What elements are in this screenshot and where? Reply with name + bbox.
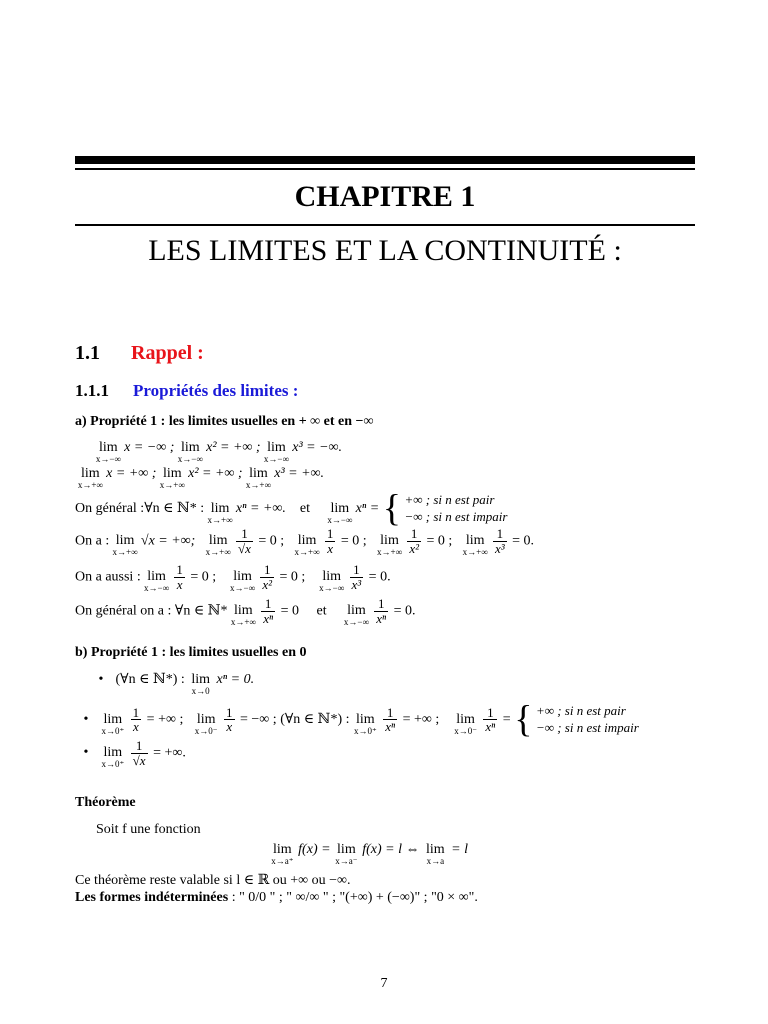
- property-b-title: b) Propriété 1 : les limites usuelles en 0: [75, 645, 307, 660]
- lim-op: lim x→−∞: [327, 501, 353, 526]
- lim-op: lim x→+∞: [207, 501, 233, 526]
- subsection-number: 1.1.1: [75, 381, 109, 400]
- limits-zero-line-1: • (∀n ∈ ℕ*) : lim x→0 xⁿ = 0.: [90, 671, 254, 688]
- theorem-title: Théorème: [75, 795, 136, 810]
- theorem-formula: lim x→a⁺ f(x) = lim x→a⁻ f(x) = l ⇔ lim x→a = l: [271, 842, 468, 866]
- chapter-title: LES LIMITES ET LA CONTINUITÉ :: [148, 234, 622, 267]
- lim-op: lim x→+∞: [77, 466, 103, 490]
- indeterminate-forms-list: : " 0/0 " ; " ∞/∞ " ; "(+∞) + (−∞)" ; "0 × ∞".: [231, 890, 478, 905]
- bullet-icon: •: [83, 712, 89, 728]
- lim-op: lim x→−∞: [95, 440, 121, 464]
- theorem-intro: Soit f une fonction: [96, 822, 201, 837]
- lim-op: lim x→+∞: [159, 466, 185, 490]
- bullet-icon: •: [83, 745, 89, 761]
- indeterminate-forms: [75, 890, 478, 906]
- section-number: 1.1: [75, 342, 100, 364]
- property-a-title: a) Propriété 1 : les limites usuelles en + ∞ et en −∞: [75, 414, 374, 429]
- general-limit-line: On général :∀n ∈ ℕ* : lim x→+∞ xⁿ = +∞. et lim x→−∞ xⁿ = { +∞ ; si n est pair −∞ ; si n est impair: [75, 487, 508, 530]
- lim-op: lim x→−∞: [177, 440, 203, 464]
- chapter-rule: [75, 224, 695, 226]
- limits-zero-line-3: • lim x→0⁺ $\frac{1}{√x}$ = +∞.: [75, 739, 186, 767]
- theorem-note: Ce théorème reste valable si l ∈ ℝ ou +∞ ou −∞.: [75, 873, 351, 888]
- page-number: 7: [380, 976, 388, 991]
- limits-line-2: lim x→+∞ x = +∞ ; lim x→+∞ x² = +∞ ; lim x→+∞ x³ = +∞.: [77, 466, 325, 490]
- section-title: Rappel :: [131, 342, 204, 364]
- subsection-heading: [75, 381, 298, 401]
- top-thick-rule: [75, 156, 695, 164]
- indeterminate-forms-label: Les formes indéterminées: [75, 890, 229, 905]
- on-a-aussi-line: On a aussi : lim x→−∞ $\frac{1}{x}$ = 0 ; lim x→−∞ $\frac{1}{\text{x²}}$ = 0 ; lim x→−∞ $\frac{1}{\text{x³}}$ = 0.: [75, 562, 391, 594]
- brace-symbol: {: [514, 698, 533, 741]
- limits-line-1: lim x→−∞ x = −∞ ; lim x→−∞ x² = +∞ ; lim x→−∞ x³ = −∞.: [95, 440, 343, 464]
- top-thin-rule: [75, 168, 695, 170]
- section-heading: [75, 342, 204, 365]
- chapter-label: CHAPITRE 1: [294, 180, 476, 213]
- cases-block: +∞ ; si n est pair −∞ ; si n est impair: [535, 703, 639, 735]
- limits-zero-line-2: • lim x→0⁺ $\frac{1}{x}$ = +∞ ; lim x→0⁻ $\frac{1}{x}$ = −∞ ; (∀n ∈ ℕ*) : lim x→0⁺ $\frac{1}{\text{xⁿ}}$ = +∞ ; lim x→0⁻ $\frac{1}{\text{xⁿ}}$ = { +∞ ; si n est pair −∞ ; si n est impair: [75, 703, 639, 737]
- bullet-icon: •: [98, 672, 104, 687]
- cases-block: +∞ ; si n est pair −∞ ; si n est impair: [404, 492, 508, 524]
- on-a-line: On a : lim x→+∞ √x = +∞; lim x→+∞ $\frac{1}{√x}$ = 0 ; lim x→+∞ $\frac{1}{x}$ = 0 ; lim x→+∞ $\frac{1}{\text{x²}}$ = 0 ; lim x→+∞ $\frac{1}{\text{x³}}$ = 0.: [75, 526, 535, 558]
- lim-op: lim x→+∞: [245, 466, 271, 490]
- brace-symbol: {: [382, 487, 401, 530]
- general-limit-line-2: On général on a : ∀n ∈ ℕ* lim x→+∞ $\frac{1}{\text{xⁿ}}$ = 0 et lim x→−∞ $\frac{1}{\text{xⁿ}}$ = 0.: [75, 596, 416, 628]
- lim-op: lim x→−∞: [263, 440, 289, 464]
- subsection-title: Propriétés des limites :: [133, 381, 299, 400]
